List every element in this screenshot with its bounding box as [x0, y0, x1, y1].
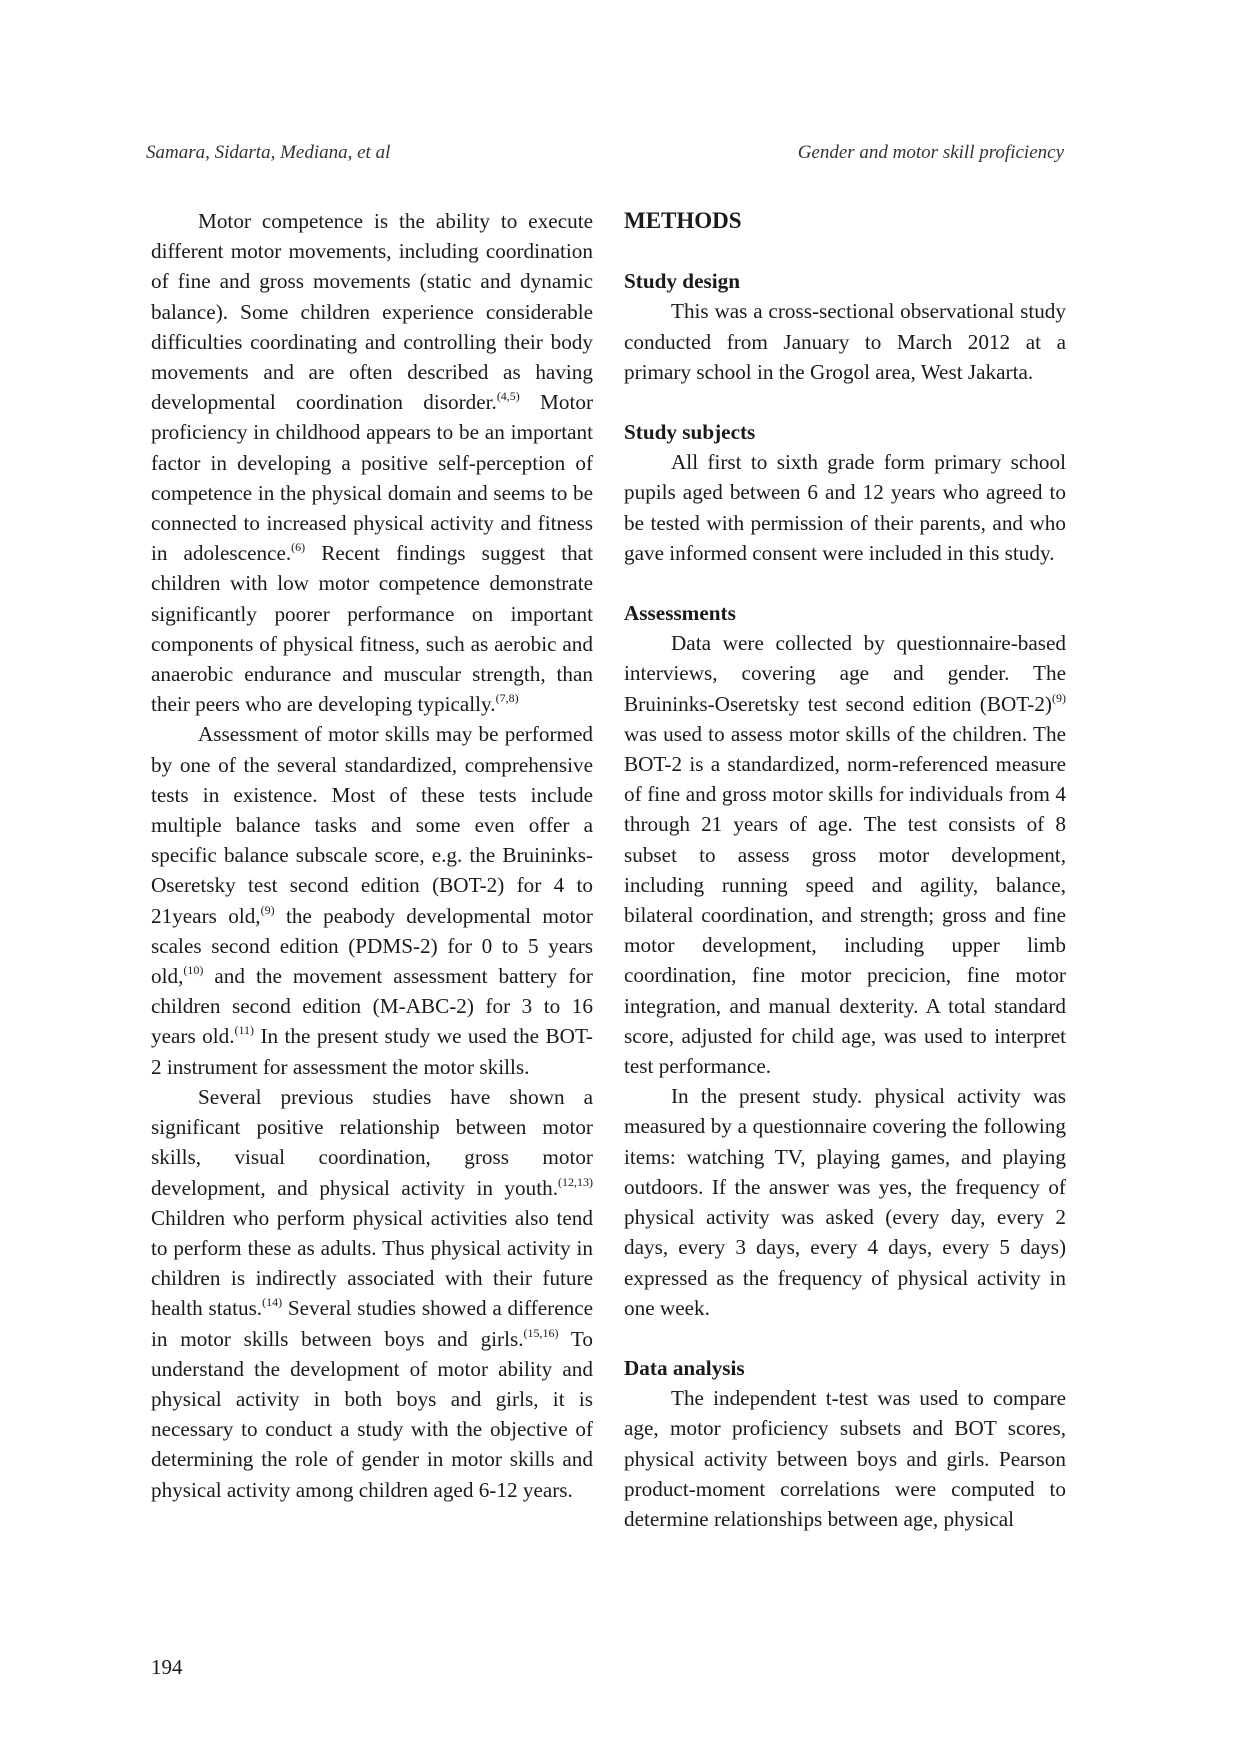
citation: (14) — [262, 1295, 283, 1310]
paragraph-text: Several previous studies have shown a significant positive relationship between motor skills, visual coordination, gross motor development, and physical activity in youth. — [151, 1084, 593, 1200]
paragraph-text: To understand the development of motor ability and physical activity in both boys and girls, it is necessary to conduct a study with the objective of determining the role of gender in motor skills and physical activity among children aged 6-12 years. — [151, 1326, 593, 1502]
citation: (12,13) — [558, 1174, 593, 1189]
page-number: 194 — [151, 1655, 183, 1679]
study-design-heading: Study design — [624, 269, 740, 294]
paragraph-text: Several studies showed a difference in motor skills between boys and girls. — [151, 1296, 593, 1351]
study-subjects-heading: Study subjects — [624, 420, 756, 445]
citation: (15,16) — [523, 1325, 559, 1340]
study-subjects-paragraph: All first to sixth grade form primary school pupils aged between 6 and 12 years who agreed to be tested with permission of their parents, and who gave informed consent were included in this study. — [624, 450, 1066, 565]
citation: (7,8) — [495, 691, 519, 706]
paragraph-motor-competence — [151, 206, 593, 719]
paragraph-text: and the movement assessment battery for children second edition (M-ABC-2) for 3 to 16 years old. — [151, 964, 593, 1049]
citation: (10) — [183, 963, 204, 978]
section-spacer — [624, 1323, 1066, 1353]
citation: (4,5) — [496, 389, 520, 404]
paragraph-text: Children who perform physical activities also tend to perform these as adults. Thus physical activity in children is indirectly associated with their future health status. — [151, 1205, 593, 1321]
section-spacer — [624, 236, 1066, 266]
paragraph-text: was used to assess motor skills of the children. The BOT-2 is a standardized, norm-referenced measure of fine and gross motor skills for individuals from 4 through 21 years of age. The test consists of 8 subset to assess gross motor development, including running speed and agility, balance, bilateral coordination, and strength; gross and fine motor development, including upper limb coordination, fine motor precicion, fine motor integration, and manual dexterity. A total standard score, adjusted for child age, was used to interpret test performance. — [624, 721, 1066, 1079]
section-spacer — [624, 568, 1066, 598]
running-head-authors: Samara, Sidarta, Mediana, et al — [146, 142, 391, 163]
citation: (9) — [260, 902, 275, 917]
section-spacer — [624, 387, 1066, 417]
physical-activity-paragraph: In the present study. physical activity was measured by a questionnaire covering the following items: watching TV, playing games, and playing outdoors. If the answer was yes, the frequency of physical activity was asked (every day, every 2 days, every 3 days, every 4 days, every 5 days) expressed as the frequency of physical activity in one week. — [624, 1084, 1066, 1320]
paragraph-text: Motor competence is the ability to execute different motor movements, including coordination of fine and gross movements (static and dynamic balance). Some children experience considerable difficulties coordinating and controlling their body movements and are often described as having developmental coordination disorder. — [151, 209, 593, 415]
left-column — [151, 206, 593, 1505]
right-column — [624, 206, 1066, 1534]
paragraph-text: Motor proficiency in childhood appears to be an important factor in developing a positive self-perception of competence in the physical domain and seems to be connected to increased physical activity and fitness in adolescence. — [151, 390, 593, 566]
paragraph-previous-studies — [151, 1082, 593, 1505]
paragraph-text: the peabody developmental motor scales second edition (PDMS-2) for 0 to 5 years old, — [151, 903, 593, 989]
paragraph-assessment-of-motor-skills — [151, 719, 593, 1081]
methods-heading: METHODS — [624, 208, 742, 233]
paragraph-text: Recent findings suggest that children with low motor competence demonstrate significantly poorer performance on important components of physical fitness, such as aerobic and anaerobic endurance and muscular strength, than their peers who are developing typically. — [151, 541, 593, 717]
running-head-title: Gender and motor skill proficiency — [797, 142, 1064, 163]
paragraph-text: In the present study we used the BOT-2 instrument for assessment the motor skills. — [151, 1024, 593, 1079]
paragraph-text: Data were collected by questionnaire-based interviews, covering age and gender. The Bruininks-Oseretsky test second edition (BOT-2) — [624, 631, 1066, 716]
assessments-heading: Assessments — [624, 601, 736, 626]
study-design-paragraph: This was a cross-sectional observational study conducted from January to March 2012 at a primary school in the Grogol area, West Jakarta. — [624, 299, 1066, 384]
data-analysis-heading: Data analysis — [624, 1355, 745, 1380]
paragraph-text: Assessment of motor skills may be performed by one of the several standardized, comprehensive tests in existence. Most of these tests include multiple balance tasks and some even offer a specific balance subscale score, e.g. the Bruininks-Oseretsky test second edition (BOT-2) for 4 to 21years old, — [151, 722, 593, 928]
citation: (11) — [234, 1023, 255, 1038]
citation: (9) — [1052, 690, 1066, 705]
data-analysis-paragraph: The independent t-test was used to compare age, motor proficiency subsets and BOT scores, physical activity between boys and girls. Pearson product-moment correlations were computed to determine relationships between age, physical — [624, 1386, 1066, 1531]
assessments-paragraph — [624, 628, 1066, 1081]
citation: (6) — [291, 540, 306, 555]
